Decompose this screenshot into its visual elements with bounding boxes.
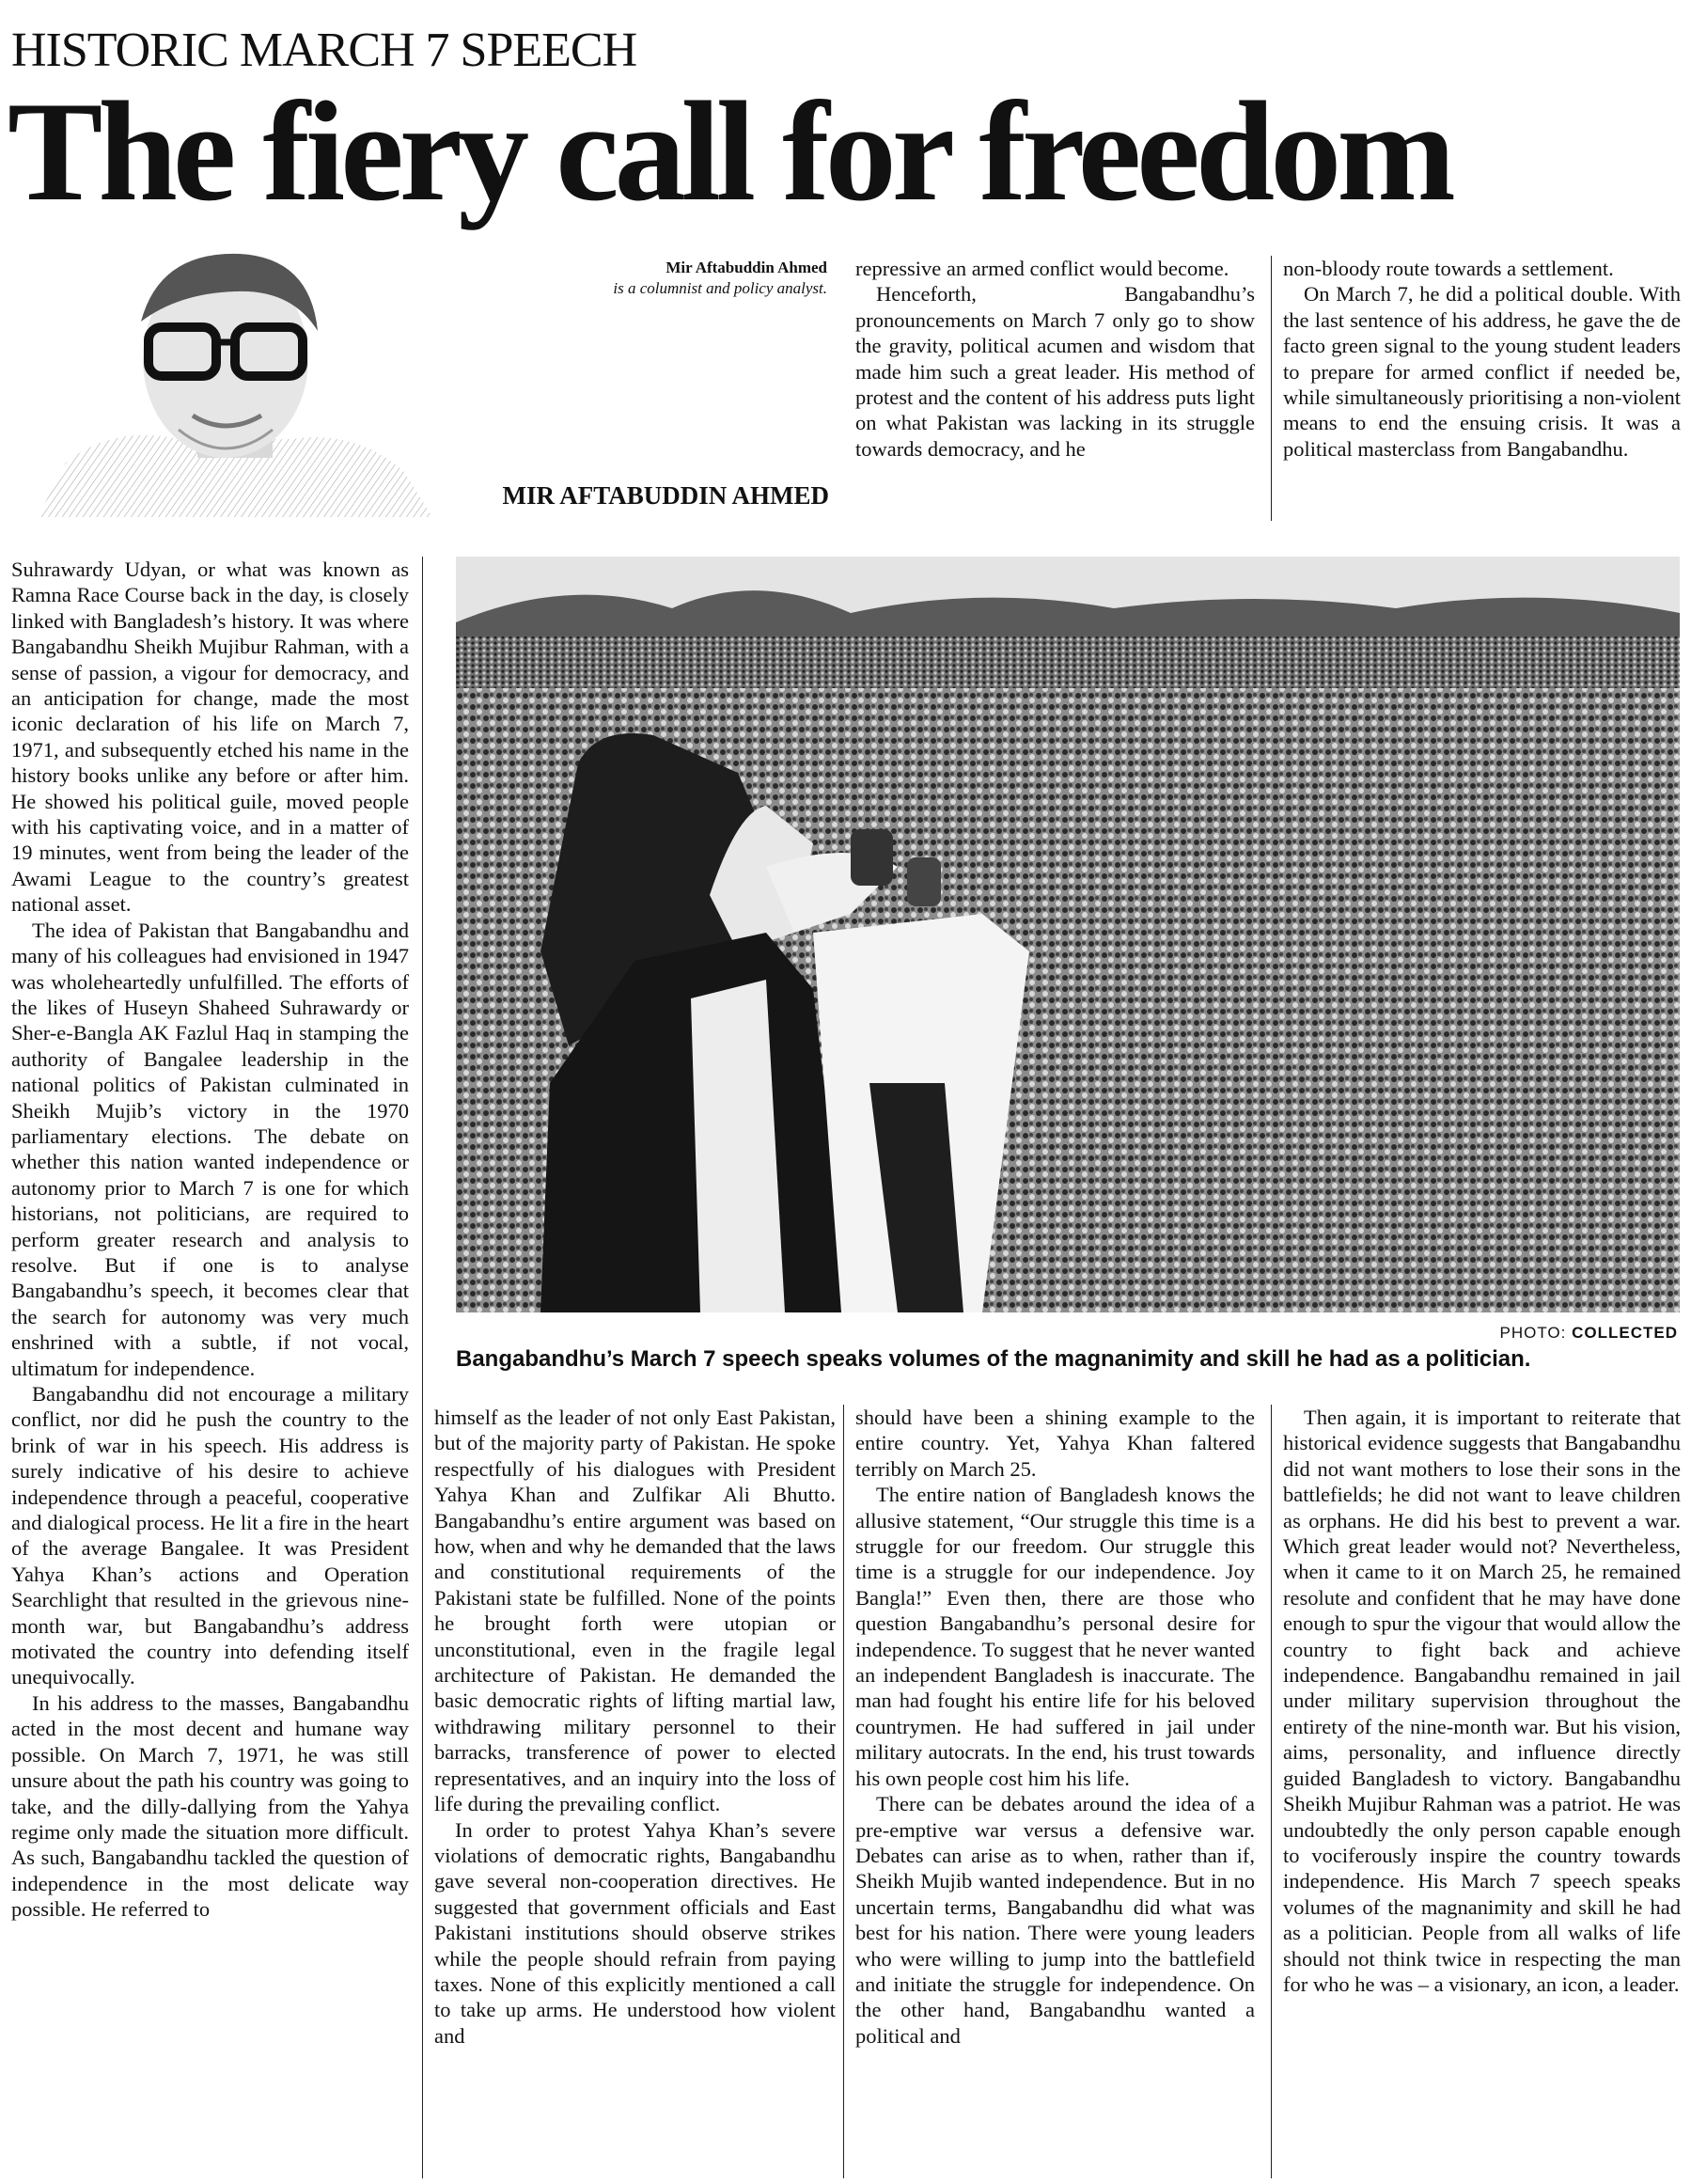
paragraph: The entire nation of Bangladesh knows the allusive statement, “Our struggle this time is a struggle for our freedom. Our struggle this time is a struggle for our independence. Joy Bangla!” Even then, there are those who question Bangabandhu’s personal desire for independence. To suggest that he never wanted an independent Bangladesh is inaccurate. The man had fought his entire life for his beloved countrymen. He had suffered in jail under military autocrats. In the end, his trust towards his own people cost him his life. — [855, 1483, 1255, 1790]
paragraph: Henceforth, Bangabandhu’s pronouncements on March 7 only go to show the gravity, political acumen and wisdom that made him such a great leader. His method of protest and the content of his address puts light on what Pakistan was lacking in its struggle towards democracy, and he — [855, 282, 1255, 461]
photo-credit — [1500, 1324, 1679, 1343]
paragraph: repressive an armed conflict would become. — [855, 257, 1229, 280]
column-rule — [843, 1405, 844, 2178]
author-name: Mir Aftabuddin Ahmed — [665, 259, 827, 276]
article-top-column-1 — [855, 256, 1255, 462]
photo-caption: Bangabandhu’s March 7 speech speaks volumes of the magnanimity and skill he had as a politician. — [456, 1346, 1531, 1372]
paragraph: There can be debates around the idea of a pre-emptive war versus a defensive war. Debates can arise as to when, rather than if, Sheikh Mujib wanted independence. But in no uncertain terms, Bangabandhu did what was best for his nation. There were young leaders who were willing to jump into the battlefield and initiate the struggle for independence. On the other hand, Bangabandhu wanted a political and — [855, 1792, 1255, 2048]
section-kicker: HISTORIC MARCH 7 SPEECH — [11, 24, 637, 77]
paragraph: In order to protest Yahya Khan’s severe violations of democratic rights, Bangabandhu gave several non-cooperation directives. He suggested that government officials and East Pakistani institutions should observe strikes while the people should refrain from paying taxes. None of this explicitly mentioned a call to take up arms. He understood how violent and — [434, 1817, 836, 2048]
byline: MIR AFTABUDDIN AHMED — [502, 481, 829, 510]
author-description: is a columnist and policy analyst. — [613, 279, 827, 297]
article-bottom-column-2 — [855, 1405, 1255, 2049]
paragraph: On March 7, he did a political double. With the last sentence of his address, he gave the de facto green signal to the young student leaders to prepare for armed conflict if needed be, while simultaneously prioritising a non-violent means to end the ensuing crisis. It was a political masterclass from Bangabandhu. — [1283, 282, 1681, 461]
photo-credit-source: COLLECTED — [1572, 1324, 1678, 1342]
article-left-column — [11, 557, 409, 1923]
author-portrait — [38, 237, 432, 517]
headline: The fiery call for freedom — [8, 72, 1451, 230]
article-bottom-column-1 — [434, 1405, 836, 2049]
article-top-column-2 — [1283, 256, 1681, 462]
paragraph: non-bloody route towards a settlement. — [1283, 257, 1614, 280]
paragraph: himself as the leader of not only East Pakistan, but of the majority party of Pakistan. He spoke respectfully of his dialogues with President Yahya Khan and Zulfikar Ali Bhutto. Bangabandhu’s entire argument was based on how, when and why he demanded that the laws and constitutional requirements of the Pakistani state be fulfilled. None of the points he brought forth were utopian or unconstitutional, even in the fragile legal architecture of Pakistan. He demanded the basic democratic rights of lifting martial law, withdrawing military personnel to their barracks, transference of power to elected representatives, and an inquiry into the loss of life during the prevailing conflict. — [434, 1406, 836, 1816]
column-rule — [422, 557, 423, 2178]
paragraph: Suhrawardy Udyan, or what was known as Ramna Race Course back in the day, is closely linked with Bangladesh’s history. It was where Bangabandhu Sheikh Mujibur Rahman, with a sense of passion, a vigour for democracy, and an anticipation for change, made the most iconic declaration of his life on March 7, 1971, and subsequently etched his name in the history books unlike any before or after him. He showed his political guile, moved people with his captivating voice, and in a matter of 19 minutes, went from being the leader of the Awami League to the country’s greatest national asset. — [11, 558, 409, 917]
speech-photo — [456, 557, 1680, 1312]
author-credit — [498, 258, 827, 299]
column-rule — [1271, 256, 1272, 521]
paragraph: In his address to the masses, Bangabandhu acted in the most decent and humane way possible. On March 7, 1971, he was still unsure about the path his country was going to take, and the dilly-dallying from the Yahya regime only made the situation more difficult. As such, Bangabandhu tackled the question of independence in the most delicate way possible. He referred to — [11, 1690, 409, 1922]
photo-credit-prefix: PHOTO: — [1499, 1324, 1567, 1342]
paragraph: The idea of Pakistan that Bangabandhu and many of his colleagues had envisioned in 1947 was wholeheartedly unfulfilled. The efforts of the likes of Huseyn Shaheed Suhrawardy or Sher-e-Bangla AK Fazlul Haq in stamping the authority of Bangalee leadership in the national politics of Pakistan culminated in Sheikh Mujib’s victory in the 1970 parliamentary elections. The debate on whether this nation wanted independence or autonomy prior to March 7 is one for which historians, not politicians, are required to perform greater research and analysis to resolve. But if one is to analyse Bangabandhu’s speech, it becomes clear that the search for autonomy was very much enshrined with a subtle, if not vocal, ultimatum for independence. — [11, 918, 409, 1380]
paragraph: should have been a shining example to the entire country. Yet, Yahya Khan faltered terribly on March 25. — [855, 1406, 1255, 1481]
paragraph: Then again, it is important to reiterate that historical evidence suggests that Bangabandhu did not want mothers to lose their sons in the battlefields; he did not want to leave children as orphans. He did his best to prevent a war. Which great leader would not? Nevertheless, when it came to it on March 25, he remained resolute and confident that he may have done enough to spur the vigour that would allow the country to fight back and achieve independence. Bangabandhu remained in jail under military supervision throughout the entirety of the nine-month war. But his vision, aims, personality, and influence directly guided Bangladesh to victory. Bangabandhu Sheikh Mujibur Rahman was a patriot. He was undoubtedly the only person capable enough to vociferously inspire the country towards independence. His March 7 speech speaks volumes of the magnanimity and skill he had as a politician. People from all walks of life should not think twice in respecting the man for who he was – a visionary, an icon, a leader. — [1283, 1406, 1681, 1996]
article-bottom-column-3 — [1283, 1405, 1681, 1997]
column-rule — [1271, 1405, 1272, 2178]
paragraph: Bangabandhu did not encourage a military conflict, nor did he push the country to the brink of war in his speech. His address is surely indicative of his desire to achieve independence through a peaceful, cooperative and dialogical process. He lit a fire in the heart of the average Bangalee. It was President Yahya Khan’s actions and Operation Searchlight that resulted in the grievous nine-month war, but Bangabandhu’s address motivated the country into defending itself unequivocally. — [11, 1382, 409, 1689]
